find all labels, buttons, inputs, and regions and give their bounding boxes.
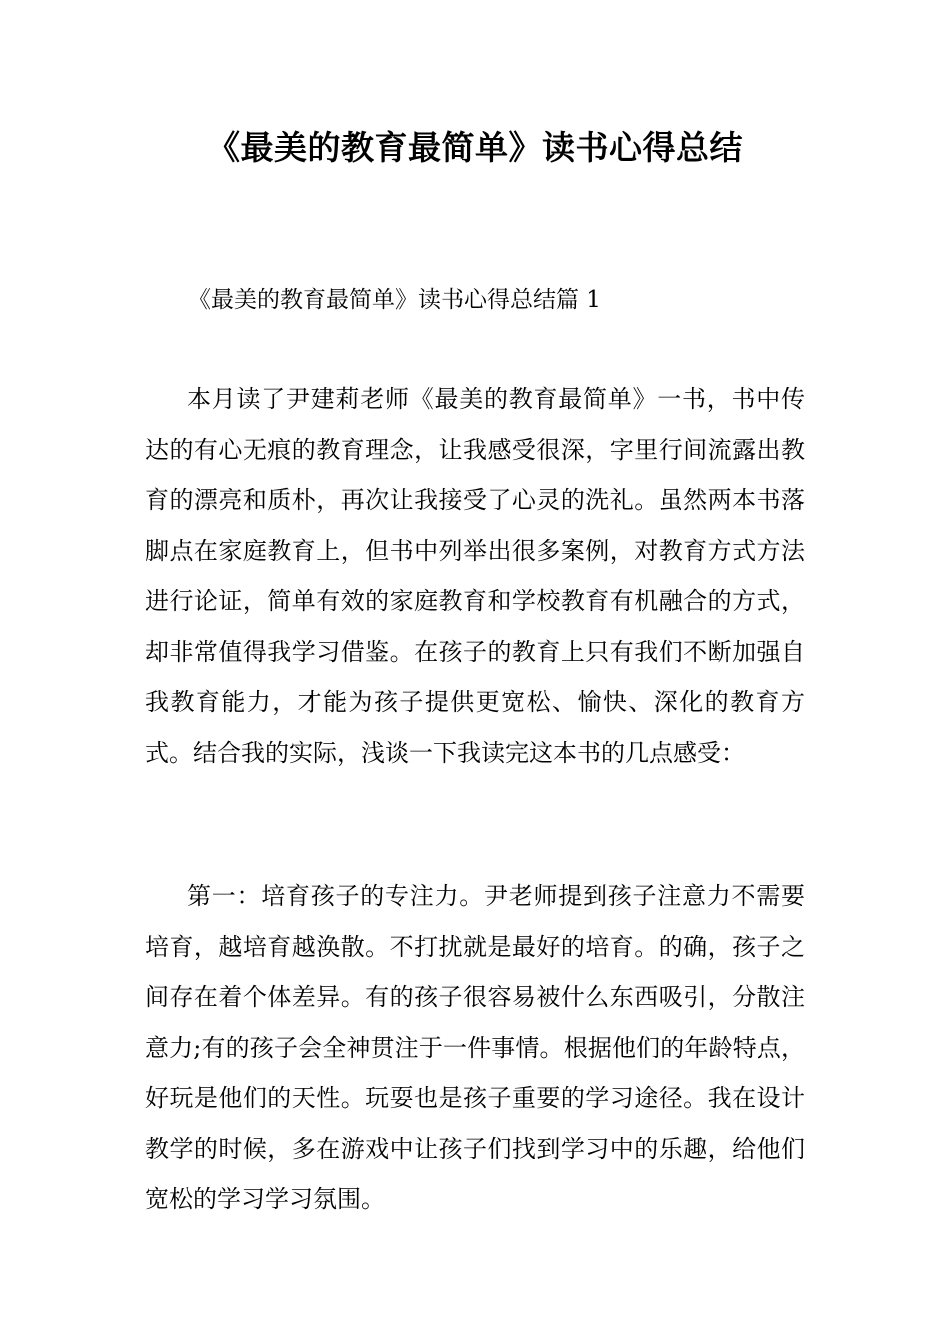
document-title: 《最美的教育最简单》读书心得总结	[207, 128, 743, 167]
paragraph-point-one: 第一：培育孩子的专注力。尹老师提到孩子注意力不需要培育，越培育越涣散。不打扰就是最好的培育。的确，孩子之间存在着个体差异。有的孩子很容易被什么东西吸引，分散注意力;有的孩子会全神贯注于一件事情。根据他们的年龄特点，好玩是他们的天性。玩耍也是孩子重要的学习途径。我在设计教学的时候，多在游戏中让孩子们找到学习中的乐趣，给他们宽松的学习学习氛围。	[145, 882, 805, 1213]
section-heading: 《最美的教育最简单》读书心得总结篇 1	[188, 287, 601, 313]
paragraph-intro: 本月读了尹建莉老师《最美的教育最简单》一书，书中传达的有心无痕的教育理念，让我感受很深，字里行间流露出教育的漂亮和质朴，再次让我接受了心灵的洗礼。虽然两本书落脚点在家庭教育上，但书中列举出很多案例，对教育方式方法进行论证，简单有效的家庭教育和学校教育有机融合的方式，却非常值得我学习借鉴。在孩子的教育上只有我们不断加强自我教育能力，才能为孩子提供更宽松、愉快、深化的教育方式。结合我的实际，浅谈一下我读完这本书的几点感受：	[145, 385, 805, 767]
